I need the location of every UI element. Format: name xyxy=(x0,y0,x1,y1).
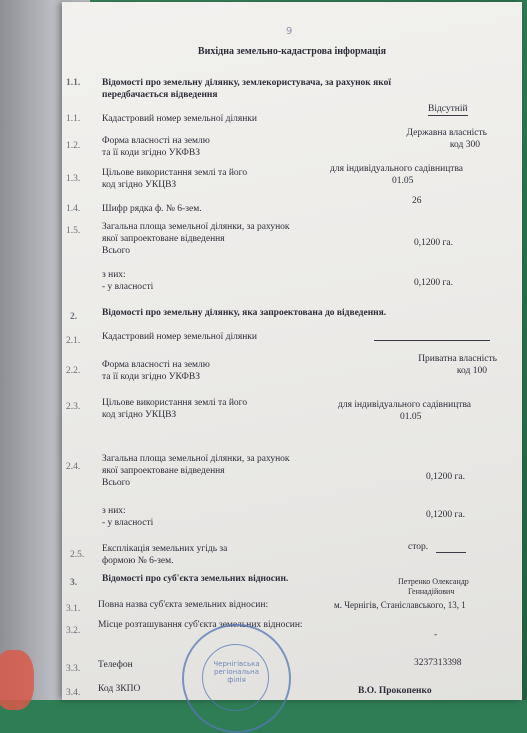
stamp-text: Чернігівська регіональна філія xyxy=(213,660,260,684)
row-value: 0,1200 га. xyxy=(426,472,465,482)
row-value: 26 xyxy=(412,196,422,206)
row-value: 3237313398 xyxy=(414,658,462,668)
row-label-cont: та її коди згідно УКФВЗ xyxy=(102,372,200,382)
row-number: 3.4. xyxy=(66,688,81,698)
row-label-cont: код згідно УКЦВЗ xyxy=(102,410,177,420)
row-sub-label: - у власності xyxy=(102,518,154,528)
row-number: 1.1. xyxy=(66,114,81,124)
row-value: для індивідуального садівництва xyxy=(330,164,464,174)
row-value: Приватна власність xyxy=(418,354,497,364)
row-label-total: Всього xyxy=(102,246,131,256)
row-value: Петренко Олександр xyxy=(398,577,469,586)
row-label: Телефон xyxy=(98,660,133,670)
row-label: Цільове використання землі та його xyxy=(102,168,248,178)
row-label-cont: якої запроектоване відведення xyxy=(102,234,225,244)
row-label: Загальна площа земельної ділянки, за рахунок xyxy=(102,222,290,232)
row-value-cont: 01.05 xyxy=(392,176,414,186)
background-object xyxy=(0,650,34,710)
row-value: м. Чернігів, Станіславського, 13, 1 xyxy=(334,600,466,610)
row-value-cont: 01.05 xyxy=(400,412,422,422)
document-page xyxy=(62,2,522,700)
row-label: Форма власності на землю xyxy=(102,136,210,146)
row-label: Форма власності на землю xyxy=(102,360,210,370)
row-label: Кадастровий номер земельної ділянки xyxy=(102,332,257,342)
row-number: 2.3. xyxy=(66,402,81,412)
row-label-cont: код згідно УКЦВЗ xyxy=(102,180,177,190)
row-sub-label: - у власності xyxy=(102,282,154,292)
row-label-cont: формою № 6-зем. xyxy=(102,556,174,566)
row-label-cont: якої запроектоване відведення xyxy=(102,466,225,476)
signature-name: В.О. Прокопенко xyxy=(358,686,432,696)
blank-line xyxy=(436,552,466,553)
row-number: 2.4. xyxy=(66,462,81,472)
row-value-cont: Геннадійович xyxy=(408,587,455,596)
row-label-cont: та її коди згідно УКФВЗ xyxy=(102,148,200,158)
section-heading: Відомості про суб'єкта земельних відносин. xyxy=(102,574,289,584)
row-number: 1.2. xyxy=(66,141,81,151)
row-label: Шифр рядка ф. № 6-зем. xyxy=(102,204,202,214)
section-number: 3. xyxy=(70,578,78,588)
row-label: Експлікація земельних угідь за xyxy=(102,544,228,554)
row-value: стор. xyxy=(408,542,429,552)
row-label: Повна назва суб'єкта земельних відносин: xyxy=(98,600,269,610)
section-heading-cont: передбачається відведення xyxy=(102,90,218,100)
row-label: Кадастровий номер земельної ділянки xyxy=(102,114,257,124)
row-value: для індивідуального садівництва xyxy=(338,400,472,410)
section-number: 2. xyxy=(70,312,78,322)
section-heading: Відомості про земельну ділянку, яка запроектована до відведення. xyxy=(102,308,387,318)
row-number: 2.5. xyxy=(70,550,85,560)
row-number: 3.3. xyxy=(66,664,81,674)
row-label: Цільове використання землі та його xyxy=(102,398,248,408)
row-sub-label: з них: xyxy=(102,506,126,516)
row-label-total: Всього xyxy=(102,478,131,488)
row-number: 1.3. xyxy=(66,174,81,184)
section-number: 1.1. xyxy=(66,78,81,88)
row-number: 1.5. xyxy=(66,226,81,236)
document-title: Вихідна земельно-кадастрова інформація xyxy=(197,46,387,57)
row-value: 0,1200 га. xyxy=(414,238,453,248)
row-number: 3.1. xyxy=(66,604,81,614)
row-number: 1.4. xyxy=(66,204,81,214)
row-label: Загальна площа земельної ділянки, за рахунок xyxy=(102,454,290,464)
row-sub-value: 0,1200 га. xyxy=(426,510,465,520)
row-value: Відсутній xyxy=(428,104,468,114)
blank-line xyxy=(374,340,490,341)
section-heading: Відомості про земельну ділянку, землекористувача, за рахунок якої xyxy=(102,78,392,88)
handwritten-page-number: 9 xyxy=(286,26,293,37)
row-number: 2.2. xyxy=(66,366,81,376)
row-number: 2.1. xyxy=(66,336,81,346)
row-value: Державна власність xyxy=(406,128,487,138)
row-label: Місце розташування суб'єкта земельних відносин: xyxy=(98,620,303,630)
row-sub-value: 0,1200 га. xyxy=(414,278,453,288)
row-value-dash: - xyxy=(434,630,438,640)
official-stamp xyxy=(182,624,291,733)
row-number: 3.2. xyxy=(66,626,81,636)
row-sub-label: з них: xyxy=(102,270,126,280)
row-value-cont: код 300 xyxy=(449,140,480,150)
row-value-cont: код 100 xyxy=(456,366,487,376)
row-label: Код ЗКПО xyxy=(98,684,141,694)
